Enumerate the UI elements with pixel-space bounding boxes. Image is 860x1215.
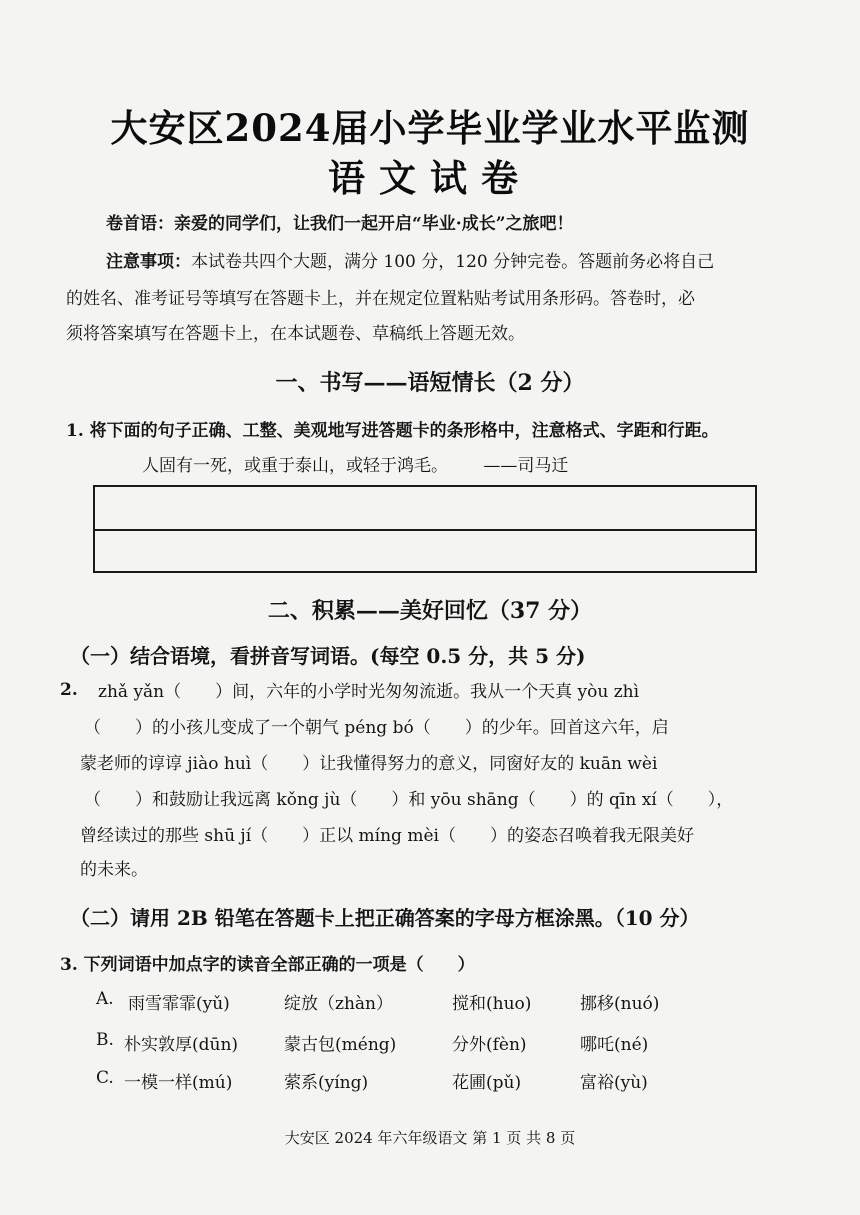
notice-line-2: 的姓名、准考证号等填写在答题卡上，并在规定位置粘贴考试用条形码。答卷时，必 <box>66 289 695 309</box>
question-2-line-2: （ ）的小孩儿变成了一个朝气 péng bó（ ）的少年。回首这六年，启 <box>84 718 669 738</box>
quote-attribution: ——司马迁 <box>483 456 569 476</box>
option-c-label: C. <box>96 1068 114 1088</box>
part-1-title: （一）结合语境，看拼音写词语。(每空 0.5 分，共 5 分) <box>70 644 586 668</box>
option-a-word-3: 搅和(huo) <box>452 994 532 1014</box>
question-2-line-1: zhǎ yǎn（ ）间，六年的小学时光匆匆流逝。我从一个天真 yòu zhì <box>98 682 640 702</box>
option-c-word-3: 花圃(pǔ) <box>452 1073 522 1093</box>
option-a-word-2: 绽放（zhàn） <box>284 994 393 1014</box>
quote-line <box>142 454 568 478</box>
notice-text-1: 本试卷共四个大题，满分 100 分，120 分钟完卷。答题前务必将自己 <box>191 252 715 272</box>
question-1: 1. 将下面的句子正确、工整、美观地写进答题卡的条形格中，注意格式、字距和行距。 <box>66 421 719 441</box>
page-footer: 大安区 2024 年六年级语文 第 1 页 共 8 页 <box>284 1129 576 1147</box>
quote-text: 人固有一死，或重于泰山，或轻于鸿毛。 <box>142 456 448 476</box>
section-2-title: 二、积累——美好回忆（37 分） <box>267 598 593 624</box>
exam-subtitle: 语文试卷 <box>328 156 532 200</box>
preface <box>106 212 573 236</box>
notice-line-3: 须将答案填写在答题卡上，在本试题卷、草稿纸上答题无效。 <box>66 324 525 344</box>
question-2-line-5: 曾经读过的那些 shū jí（ ）正以 míng mèi（ ）的姿态召唤着我无限美好 <box>80 826 694 846</box>
question-2-number: 2. <box>60 680 78 700</box>
option-b-word-1: 朴实敦厚(dūn) <box>124 1035 239 1055</box>
part-2-title: （二）请用 2B 铅笔在答题卡上把正确答案的字母方框涂黑。（10 分） <box>70 906 700 930</box>
question-3: 3. 下列词语中加点字的读音全部正确的一项是（ ） <box>60 955 475 975</box>
question-2-line-6: 的未来。 <box>80 860 148 880</box>
question-2-line-3: 蒙老师的谆谆 jiào huì（ ）让我懂得努力的意义，同窗好友的 kuān wèi <box>80 754 658 774</box>
writing-grid <box>93 485 757 573</box>
option-b-label: B. <box>96 1030 114 1050</box>
option-c-word-4: 富裕(yù) <box>580 1073 648 1093</box>
option-c-word-1: 一模一样(mú) <box>124 1073 233 1093</box>
option-a-word-1: 雨雪霏霏(yǔ) <box>128 994 230 1014</box>
section-1-title: 一、书写——语短情长（2 分） <box>275 370 585 396</box>
notice-label: 注意事项： <box>106 252 191 272</box>
option-b-word-2: 蒙古包(méng) <box>284 1035 397 1055</box>
exam-title: 大安区2024届小学毕业学业水平监测 <box>110 106 750 150</box>
preface-label: 卷首语： <box>106 214 174 234</box>
option-b-word-4: 哪吒(né) <box>580 1035 649 1055</box>
option-c-word-2: 萦系(yíng) <box>284 1073 369 1093</box>
option-b-word-3: 分外(fèn) <box>452 1035 527 1055</box>
notice-line-1 <box>106 250 714 274</box>
preface-text: 亲爱的同学们，让我们一起开启“毕业·成长”之旅吧！ <box>174 214 574 234</box>
grid-divider <box>95 529 755 531</box>
question-2-line-4: （ ）和鼓励让我远离 kǒng jù（ ）和 yōu shāng（ ）的 qīn xí（ ）， <box>84 790 734 810</box>
option-a-word-4: 挪移(nuó) <box>580 994 660 1014</box>
option-a-label: A. <box>96 989 114 1009</box>
